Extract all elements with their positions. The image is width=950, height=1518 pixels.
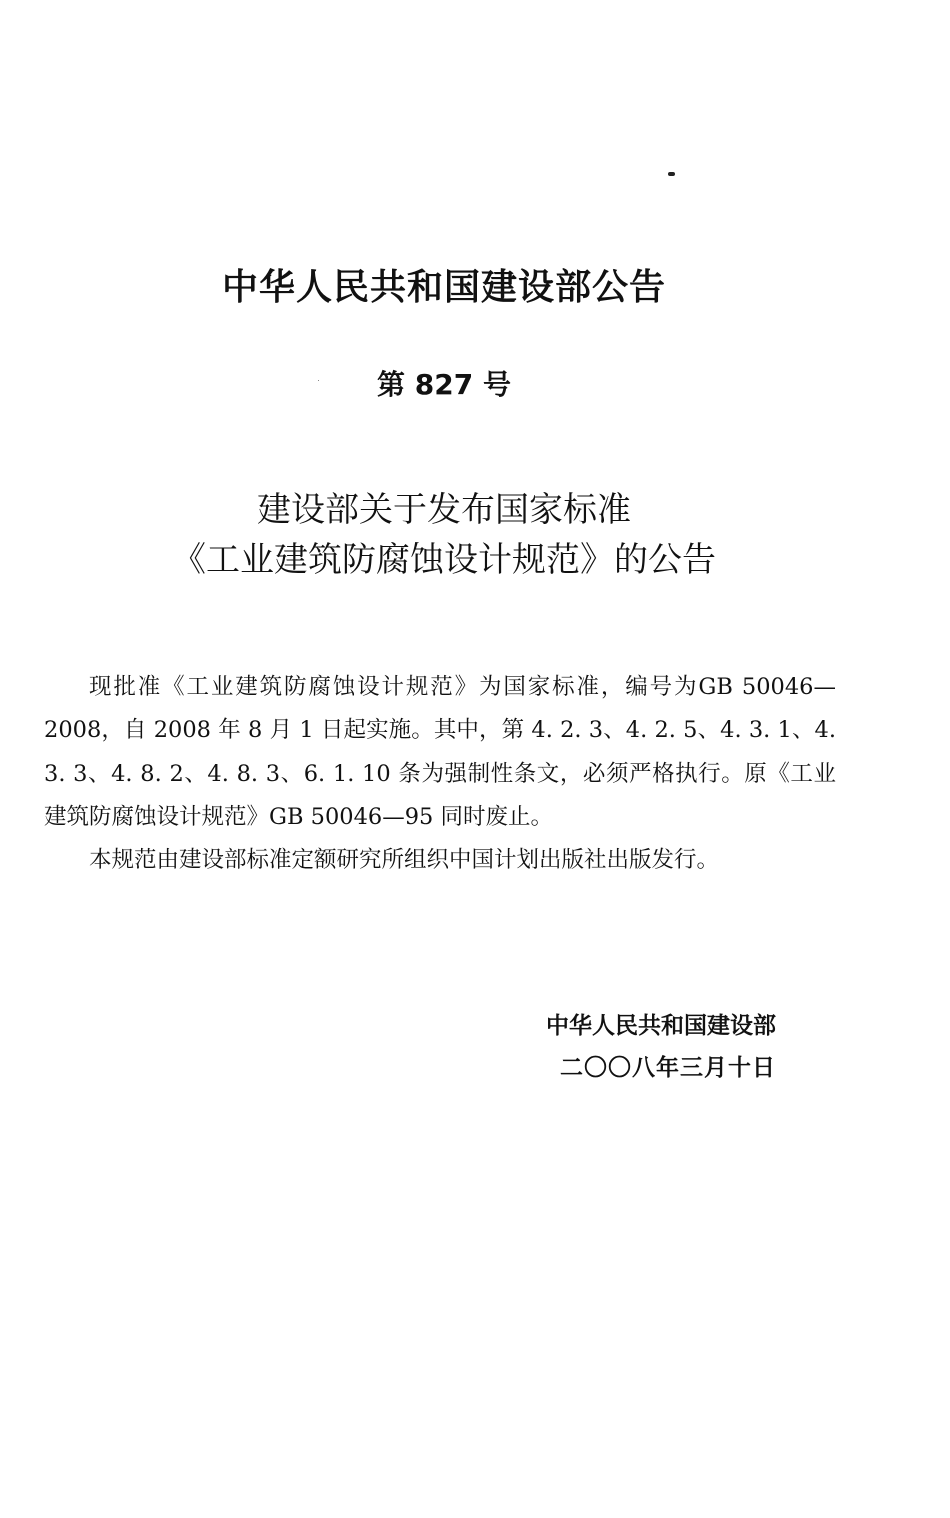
subtitle-line-2: 《工业建筑防腐蚀设计规范》的公告: [172, 540, 716, 580]
signature-block: [470, 1005, 800, 1089]
subtitle-line-1: 建设部关于发布国家标准: [257, 490, 631, 530]
announcement-subtitle: [0, 485, 888, 585]
issue-date: 二〇〇八年三月十日: [560, 1055, 776, 1081]
announcement-number: 第 827 号: [377, 368, 511, 401]
body-paragraph-1: 现批准《工业建筑防腐蚀设计规范》为国家标准，编号为GB 50046—2008，自 2008 年 8 月 1 日起实施。其中，第 4. 2. 3、4. 2. 5、4. 3. 1、4. 3. 3、4. 8. 2、4. 8. 3、6. 1. 10 条为强制性条文，必须严格执行。原《工业建筑防腐蚀设计规范》GB 50046—95 同时废止。: [44, 674, 836, 830]
announcement-body: [44, 666, 836, 882]
body-paragraph-2: 本规范由建设部标准定额研究所组织中国计划出版社出版发行。: [89, 847, 720, 874]
scan-speck: [668, 172, 675, 176]
announcement-title: 中华人民共和国建设部公告: [221, 267, 666, 308]
issuer-name: 中华人民共和国建设部: [546, 1013, 776, 1039]
